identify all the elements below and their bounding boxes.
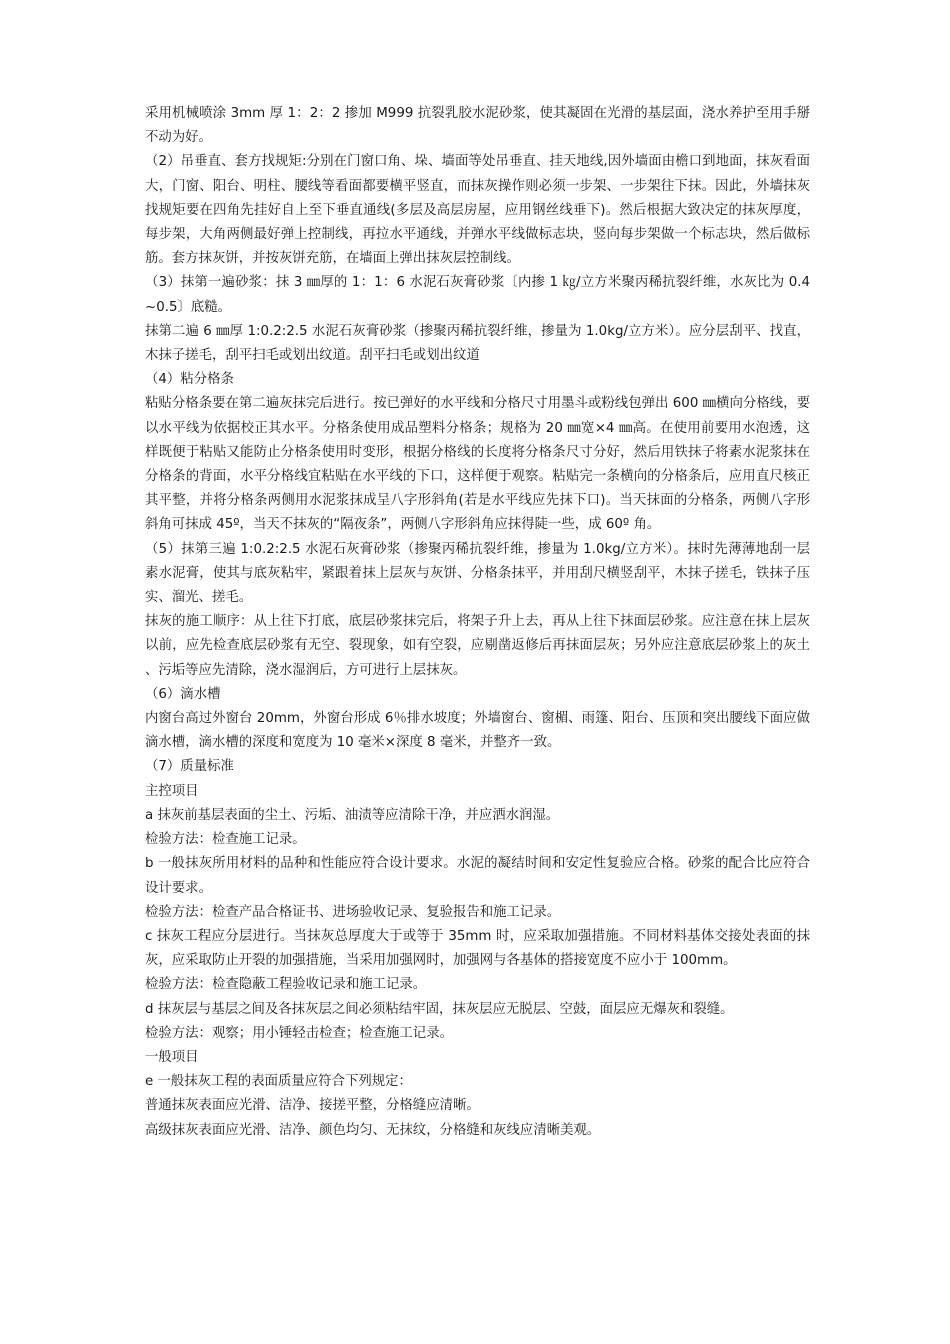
item-d-inspection: 检验方法：观察；用小锤轻击检查；检查施工记录。: [145, 1025, 453, 1041]
heading-quality-standard: （7）质量标准: [145, 759, 234, 775]
item-e-ordinary: 普通抹灰表面应光滑、洁净、接搓平整，分格缝应清晰。: [145, 1098, 480, 1114]
item-d: d 抹灰层与基层之间及各抹灰层之间必须粘结牢固，抹灰层应无脱层、空鼓，面层应无爆灰和裂缝。: [145, 1001, 734, 1017]
heading-main-items: 主控项目: [145, 783, 199, 799]
item-e-advanced: 高级抹灰表面应光滑、洁净、颜色均匀、无抹纹，分格缝和灰线应清晰美观。: [145, 1122, 601, 1138]
item-c-inspection: 检验方法：检查隐蔽工程验收记录和施工记录。: [145, 977, 427, 993]
item-a: a 抹灰前基层表面的尘土、污垢、油渍等应清除干净，并应洒水润湿。: [145, 807, 560, 823]
heading-drip-groove: （6）滴水槽: [145, 686, 221, 702]
document-body: [145, 102, 810, 1143]
paragraph-drip-groove: 内窗台高过外窗台 20mm，外窗台形成 6％排水坡度；外墙窗台、窗楣、雨篷、阳台、压顶和突出腰线下面应做滴水槽，滴水槽的深度和宽度为 10 毫米×深度 8 毫米，并整齐一致。: [145, 711, 810, 751]
paragraph-spraying: 采用机械喷涂 3mm 厚 1：2：2 掺加 M999 抗裂乳胶水泥砂浆，使其凝固在光滑的基层面，浇水养护至用手掰不动为好。: [145, 106, 810, 146]
paragraph-construction-order: 抹灰的施工顺序：从上往下打底，底层砂浆抹完后，将架子升上去，再从上往下抹面层砂浆。应注意在抹上层灰以前，应先检查底层砂浆有无空、裂现象，如有空裂，应剔凿返修后再抹面层灰；另外应注意底层砂浆上的灰土、污垢等应先清除，浇水湿润后，方可进行上层抹灰。: [145, 614, 810, 678]
item-c: c 抹灰工程应分层进行。当抹灰总厚度大于或等于 35mm 时，应采取加强措施。不同材料基体交接处表面的抹灰，应采取防止开裂的加强措施，当采用加强网时，加强网与各基体的搭接宽度不应小于 100mm。: [145, 928, 810, 969]
item-b: b 一般抹灰所用材料的品种和性能应符合设计要求。水泥的凝结时间和安定性复验应合格。砂浆的配合比应符合设计要求。: [145, 856, 810, 896]
paragraph-second-coat: 抹第二遍 6 ㎜厚 1:0.2:2.5 水泥石灰膏砂浆（掺聚丙稀抗裂纤维，掺量为 1.0kg/立方米）。应分层刮平、找直，木抹子搓毛，刮平扫毛或划出纹道。刮平扫毛或划出纹道: [145, 323, 810, 364]
paragraph-plumb-squaring: （2）吊垂直、套方找规矩:分别在门窗口角、垛、墙面等处吊垂直、挂天地线,因外墙面由檐口到地面，抹灰看面大，门窗、阳台、明柱、腰线等看面都要横平竖直，而抹灰操作则必须一步架、一步架往下抹。因此，外墙抹灰找规矩要在四角先挂好自上至下垂直通线(多层及高层房屋，应用钢丝线垂下)。然后根据大致决定的抹灰厚度，每步架，大角两侧最好弹上控制线，再拉水平通线，并弹水平线做标志块，竖向每步架做一个标志块，然后做标筋。套方抹灰饼，并按灰饼充筋，在墙面上弹出抹灰层控制线。: [145, 154, 810, 267]
paragraph-divider-strips: 粘贴分格条要在第二遍灰抹完后进行。按已弹好的水平线和分格尺寸用墨斗或粉线包弹出 600 ㎜横向分格线，要以水平线为依据校正其水平。分格条使用成品塑料分格条；规格为 20 ㎜宽×4 ㎜高。在使用前要用水泡透，这样既便于粘贴又能防止分格条使用时变形，根据分格线的长度将分格条尺寸分好，然后用铁抹子将素水泥浆抹在分格条的背面，水平分格线宜粘贴在水平线的下口，这样便于观察。粘贴完一条横向的分格条后，应用直尺核正其平整，并将分格条两侧用水泥浆抹成呈八字形斜角(若是水平线应先抹下口)。当天抹面的分格条，两侧八字形斜角可抹成 45º，当天不抹灰的“隔夜条”，两侧八字形斜角应抹得陡一些，成 60º 角。: [145, 396, 810, 533]
paragraph-first-coat: （3）抹第一遍砂浆：抹 3 ㎜厚的 1：1：6 水泥石灰膏砂浆〔内掺 1 ㎏/立方米聚丙稀抗裂纤维，水灰比为 0.4~0.5〕底糙。: [145, 275, 810, 315]
item-a-inspection: 检验方法：检查施工记录。: [145, 832, 306, 848]
paragraph-third-coat: （5）抹第三遍 1:0.2:2.5 水泥石灰膏砂浆（掺聚丙稀抗裂纤维，掺量为 1.0kg/立方米）。抹时先薄薄地刮一层素水泥膏，使其与底灰粘牢，紧跟着抹上层灰与灰饼、分格条抹平，并用刮尺横竖刮平，木抹子搓毛，铁抹子压实、溜光、搓毛。: [145, 541, 810, 606]
item-e: e 一般抹灰工程的表面质量应符合下列规定：: [145, 1074, 412, 1090]
heading-general-items: 一般项目: [145, 1049, 199, 1065]
heading-divider-strips: （4）粘分格条: [145, 372, 234, 388]
item-b-inspection: 检验方法：检查产品合格证书、进场验收记录、复验报告和施工记录。: [145, 904, 561, 920]
